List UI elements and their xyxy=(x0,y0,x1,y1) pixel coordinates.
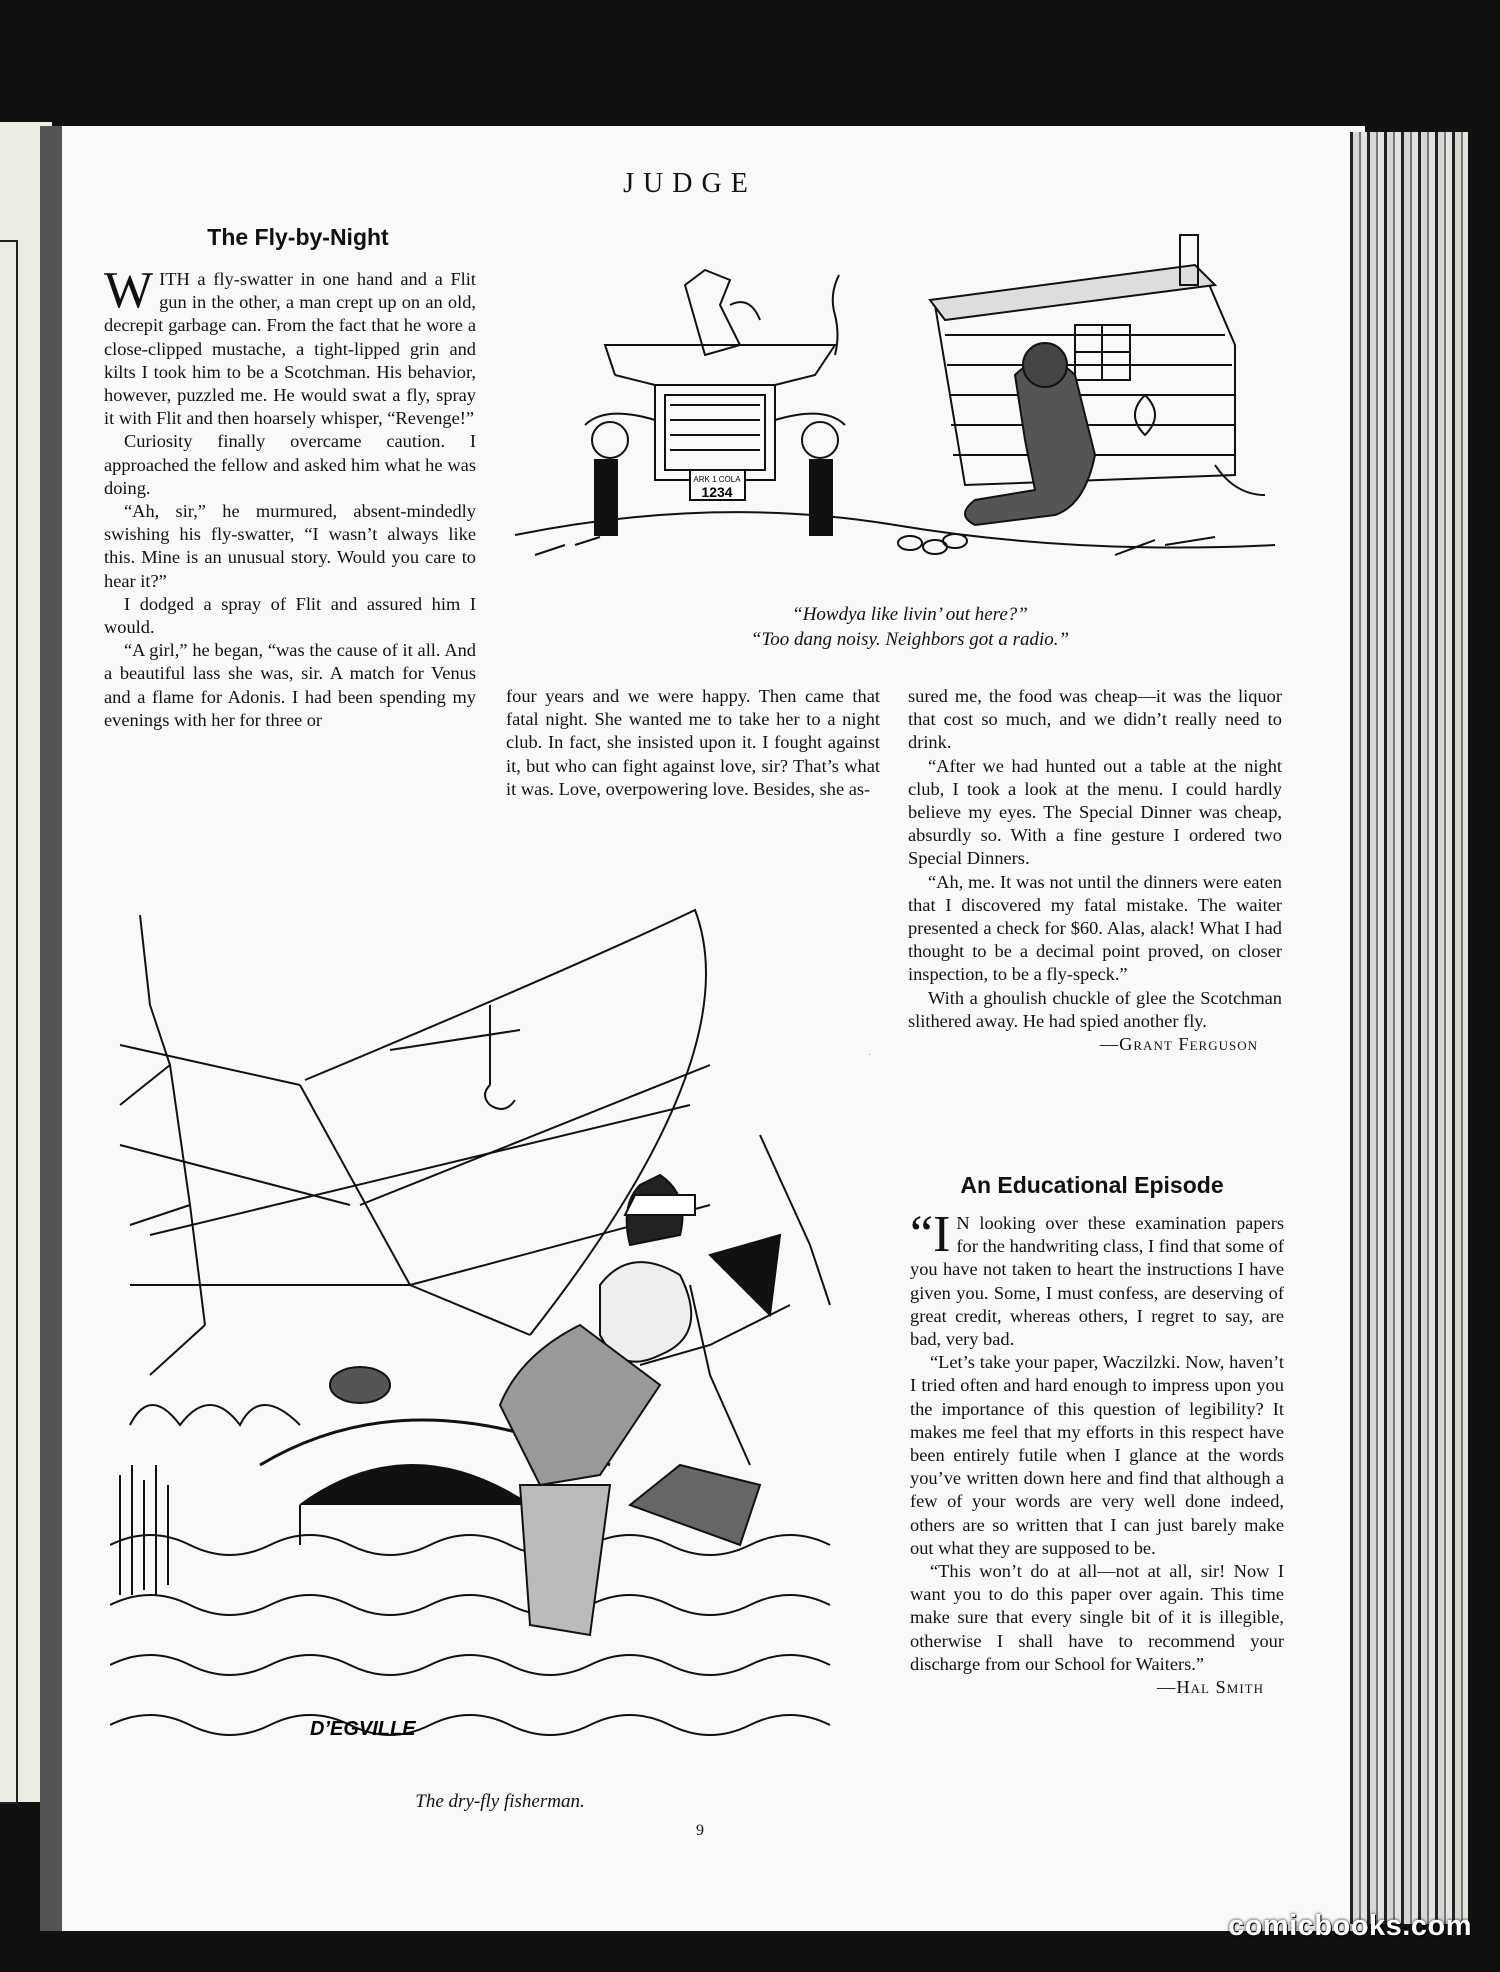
page-gutter xyxy=(40,126,62,1931)
dropcap-i: “I xyxy=(910,1212,951,1263)
cartoon1-caption xyxy=(570,602,1250,652)
article1-paragraph-7: “Ah, me. It was not until the dinners were eaten that I discovered my fatal mistake. The waiter presented a check for $60. Alas, alack! What I had thought to be a decimal point proved, on closer inspection, to be a fly-speck.” xyxy=(908,871,1282,985)
article-title-fly-by-night: The Fly-by-Night xyxy=(207,224,389,250)
article1-paragraph-2: Curiosity finally overcame caution. I approached the fellow and asked him what he was doing. xyxy=(104,431,476,498)
article1-column-1 xyxy=(104,268,476,843)
license-plate-number: 1234 xyxy=(701,484,733,500)
article1-paragraph-5a: “A girl,” he began, “was the cause of it all. And a beautiful lass she was, sir. A match for Venus and a flame for Adonis. I had been spending my evenings with her for three or xyxy=(104,640,476,730)
article-title-educational-episode: An Educational Episode xyxy=(960,1172,1224,1198)
article2-column xyxy=(910,1212,1284,1822)
cartoon-fisherman-illustration xyxy=(110,905,870,1775)
license-plate-top-text: ARK 1 COLA xyxy=(693,475,741,484)
article2-author: —Hal Smith xyxy=(1156,1677,1264,1698)
watermark: comicbooks.com xyxy=(1228,1910,1472,1942)
article2-paragraph-3: “This won’t do at all—not at all, sir! Now I want you to do this paper over again. This time make sure that every single bit of it is illegible, otherwise I shall have to recommend your discharge from our School for Waiters.” xyxy=(910,1561,1284,1674)
caption-line-1: “Howdya like livin’ out here?” xyxy=(792,604,1028,625)
article1-paragraph-4: I dodged a spray of Flit and assured him I would. xyxy=(104,593,476,638)
article1-paragraph-8: With a ghoulish chuckle of glee the Scotchman slithered away. He had spied another fly. xyxy=(908,987,1282,1031)
article1-paragraph-6: “After we had hunted out a table at the night club, I took a look at the menu. I could hardly believe my eyes. The Special Dinner was cheap, absurdly so. With a fine gesture I ordered two Special Dinners. xyxy=(908,755,1282,869)
article1-paragraph-3: “Ah, sir,” he murmured, absent-mindedly swishing his fly-swatter, “I wasn’t always like this. Mine is an unusual story. Would you care to hear it?” xyxy=(104,501,476,591)
page-number: 9 xyxy=(696,1822,704,1839)
caption-line-2: “Too dang noisy. Neighbors got a radio.” xyxy=(750,629,1070,650)
cartoon-shack-illustration xyxy=(515,225,1275,585)
magazine-header: JUDGE xyxy=(623,168,757,199)
article1-paragraph-5b: four years and we were happy. Then came that fatal night. She wanted me to take her to a night club. In fact, she insisted upon it. I fought against it, but who can fight against love, sir? That’s what it was. Love, overpowering love. Besides, she as- xyxy=(506,686,880,799)
article1-paragraph-1: ITH a fly-swatter in one hand and a Flit gun in the other, a man crept up on an old, decrepit garbage can. From the fact that he wore a close-clipped mustache, a tight-lipped grin and kilts I took him to be a Scotchman. His behavior, however, puzzled me. He would swat a fly, spray it with Flit and then hoarsely whisper, “Revenge!” xyxy=(104,269,476,429)
book-page-edges xyxy=(1350,132,1468,1924)
artist-signature: D’EGVILLE xyxy=(310,1718,416,1740)
article2-paragraph-1: N looking over these examination papers for the handwriting class, I find that some of you have not taken to heart the instructions I have given you. Some, I must confess, are deserving of great credit, whereas others, I regret to say, are bad, very bad. xyxy=(910,1213,1284,1350)
article1-paragraph-5c: sured me, the food was cheap—it was the liquor that cost so much, and we didn’t really need to drink. xyxy=(908,686,1282,753)
left-page-border xyxy=(0,240,18,1804)
article1-author: —Grant Ferguson xyxy=(1099,1034,1258,1055)
article1-column-2 xyxy=(506,685,880,845)
article1-column-3 xyxy=(908,685,1282,1147)
cartoon2-caption: The dry-fly fisherman. xyxy=(415,1791,585,1812)
dropcap-w: W xyxy=(104,268,154,319)
article2-paragraph-2: “Let’s take your paper, Waczilzki. Now, haven’t I tried often and hard enough to impress upon you the importance of this question of legibility? It makes me feel that my efforts in this respect have been entirely futile when I glance at the words you’ve written down here and find that although a few of your words are very well done indeed, others are so written that I can just barely make out what they are supposed to be. xyxy=(910,1352,1284,1558)
